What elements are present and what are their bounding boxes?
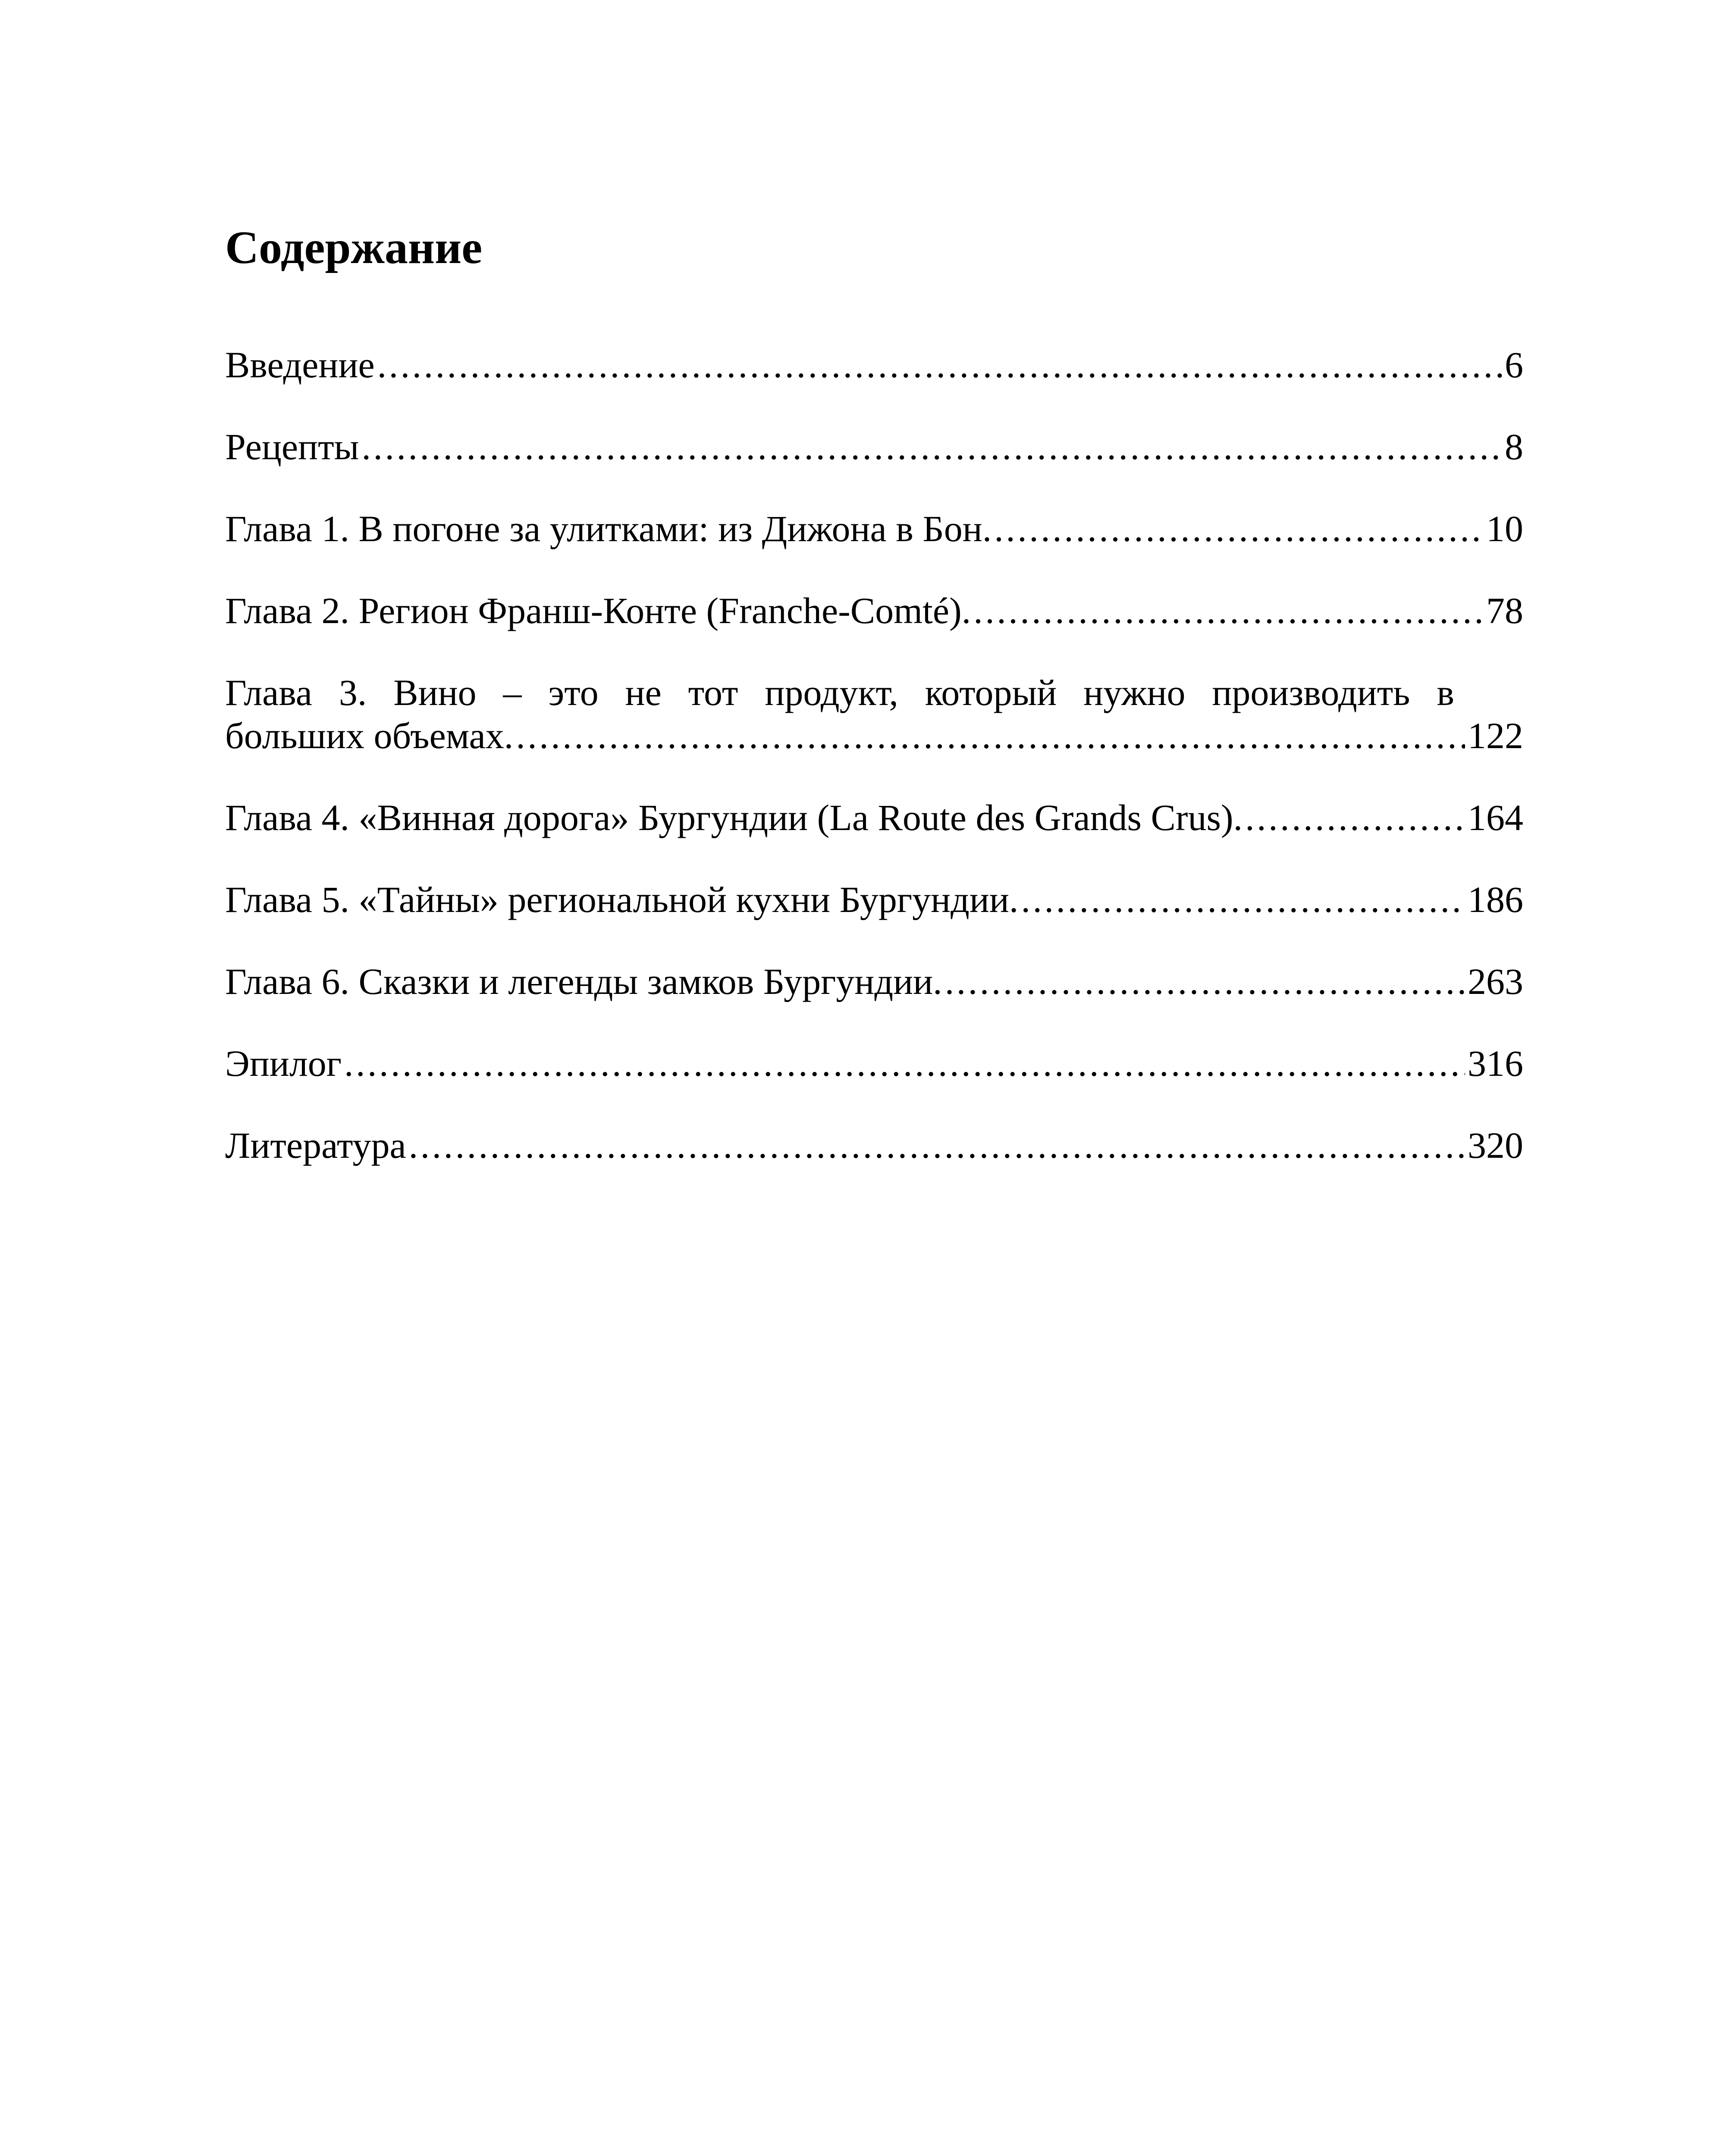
toc-entry-label: Глава 2. Регион Франш-Конте (Franche-Comté). — [225, 590, 971, 631]
dot-leader — [361, 425, 1502, 468]
dot-leader — [344, 1042, 1465, 1085]
toc-entry-label: Глава 5. «Тайны» региональной кухни Бургундии. — [225, 879, 1019, 920]
toc-entry-literature[interactable] — [225, 1124, 1523, 1167]
dot-leader — [973, 589, 1484, 632]
toc-entry-chapter-6[interactable] — [225, 960, 1523, 1003]
page-title: Содержание — [225, 222, 483, 273]
toc-entry-label: Эпилог — [225, 1043, 342, 1084]
toc-entry-chapter-2[interactable] — [225, 589, 1523, 632]
toc-page-number: 10 — [1486, 508, 1523, 549]
toc-page-number: 186 — [1468, 879, 1523, 920]
dot-leader — [409, 1124, 1465, 1167]
toc-page-number: 316 — [1468, 1043, 1523, 1084]
toc-entry-chapter-4[interactable] — [225, 796, 1523, 839]
toc-entry-chapter-5[interactable] — [225, 878, 1523, 921]
table-of-contents — [225, 343, 1523, 1206]
toc-entry-epilogue[interactable] — [225, 1042, 1523, 1085]
toc-page-number: 164 — [1468, 797, 1523, 838]
toc-entry-chapter-1[interactable] — [225, 507, 1523, 550]
toc-page-number: 78 — [1486, 590, 1523, 631]
toc-entry-label-line-1: Глава 3. Вино – это не тот продукт, который нужно производить в — [225, 672, 1454, 713]
dot-leader — [1021, 878, 1465, 921]
toc-entry-label: Глава 6. Сказки и легенды замков Бургундии. — [225, 961, 942, 1002]
dot-leader — [516, 714, 1465, 757]
toc-page-number: 8 — [1505, 426, 1523, 467]
toc-entry-line-2 — [225, 714, 1523, 757]
dot-leader — [945, 960, 1465, 1003]
toc-entry-label: Рецепты — [225, 426, 359, 467]
toc-entry-introduction[interactable] — [225, 343, 1523, 386]
toc-entry-recipes[interactable] — [225, 425, 1523, 468]
toc-page-number: 122 — [1468, 715, 1523, 756]
toc-entry-label-line-2: больших объемах. — [225, 715, 514, 756]
toc-entry-label: Введение — [225, 344, 375, 385]
toc-entry-label: Литература — [225, 1125, 406, 1166]
toc-entry-label: Глава 4. «Винная дорога» Бургундии (La Route des Grands Crus). — [225, 797, 1243, 838]
toc-entry-chapter-3[interactable] — [225, 671, 1523, 757]
toc-page-number: 320 — [1468, 1125, 1523, 1166]
toc-page-number: 6 — [1505, 344, 1523, 385]
dot-leader — [1245, 796, 1465, 839]
toc-entry-label: Глава 1. В погоне за улитками: из Дижона в Бон. — [225, 508, 992, 549]
dot-leader — [994, 507, 1484, 550]
toc-page-number: 263 — [1468, 961, 1523, 1002]
dot-leader — [377, 343, 1502, 386]
